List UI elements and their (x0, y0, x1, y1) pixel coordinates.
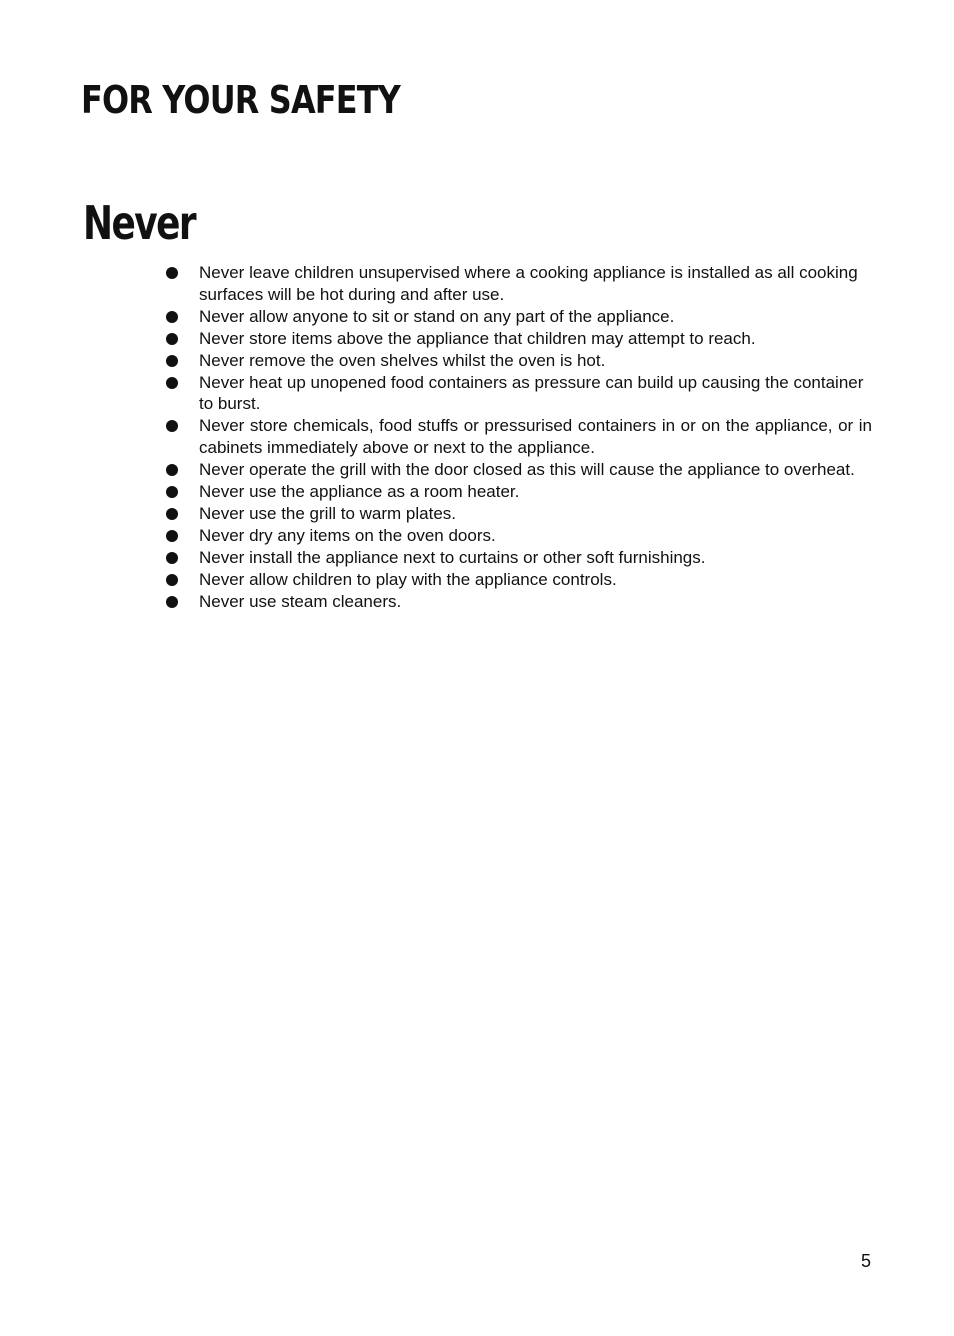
list-item-text: Never use steam cleaners. (199, 591, 402, 611)
list-item-text: Never remove the oven shelves whilst the oven is hot. (199, 350, 606, 370)
list-item-text: Never allow anyone to sit or stand on any part of the appliance. (199, 306, 675, 326)
list-item-text: Never operate the grill with the door closed as this will cause the appliance to overheat. (199, 460, 855, 480)
list-item-text: Never leave children unsupervised where a cooking appliance is installed as all cooking surfaces will be hot during and after use. (199, 263, 858, 304)
safety-rules-list (164, 262, 872, 613)
list-item (164, 306, 872, 328)
list-item-text: Never use the appliance as a room heater. (199, 482, 520, 502)
list-item (164, 547, 872, 569)
list-item-text: Never dry any items on the oven doors. (199, 525, 496, 545)
bullet-icon (166, 486, 178, 498)
bullet-icon (166, 464, 178, 476)
bullet-icon (166, 596, 178, 608)
list-item-text: Never store items above the appliance that children may attempt to reach. (199, 328, 756, 348)
list-item (164, 525, 872, 547)
list-item (164, 350, 872, 372)
bullet-icon (166, 420, 178, 432)
page-number: 5 (861, 1251, 872, 1271)
list-item (164, 503, 872, 525)
bullet-icon (166, 311, 178, 323)
list-item-text: Never use the grill to warm plates. (199, 503, 456, 523)
bullet-icon (166, 508, 178, 520)
bullet-icon (166, 530, 178, 542)
bullet-icon (166, 377, 178, 389)
bullet-icon (166, 552, 178, 564)
bullet-icon (166, 574, 178, 586)
section-heading: Never (83, 196, 195, 250)
list-item (164, 328, 872, 350)
list-item-text: Never store chemicals, food stuffs or pressurised containers in or on the appliance, or in cabinets immediately above or next to the appliance. (199, 416, 872, 458)
list-item-text: Never heat up unopened food containers as pressure can build up causing the container to burst. (199, 372, 864, 414)
list-item (164, 481, 872, 503)
page-title: FOR YOUR SAFETY (81, 78, 400, 122)
bullet-icon (166, 333, 178, 345)
bullet-icon (166, 355, 178, 367)
list-item (164, 459, 872, 481)
list-item (164, 415, 872, 459)
list-item (164, 372, 872, 416)
list-item (164, 262, 872, 306)
list-item-text: Never allow children to play with the appliance controls. (199, 569, 617, 589)
list-item (164, 591, 872, 613)
list-item (164, 569, 872, 591)
bullet-icon (166, 267, 178, 279)
list-item-text: Never install the appliance next to curtains or other soft furnishings. (199, 547, 706, 567)
